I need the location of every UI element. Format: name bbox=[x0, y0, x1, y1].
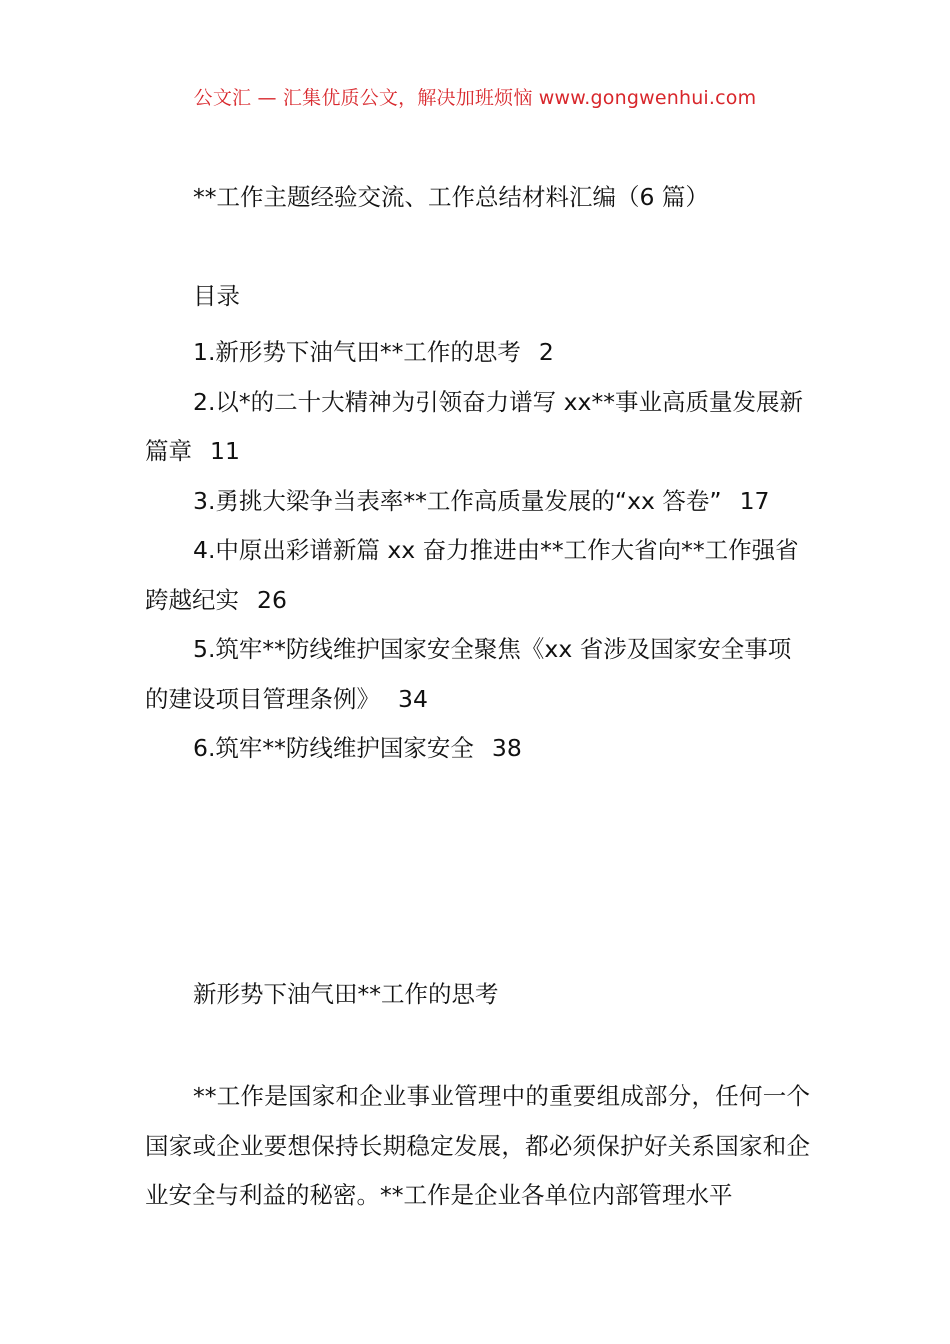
toc-item-3[interactable] bbox=[145, 477, 810, 527]
toc-item-page: 26 bbox=[257, 585, 287, 614]
toc-item-page: 38 bbox=[491, 734, 522, 762]
toc-item-page: 2 bbox=[538, 338, 554, 366]
toc-item-title: 6.筑牢**防线维护国家安全 bbox=[193, 734, 474, 762]
toc-item-title: 3.勇挑大梁争当表率**工作高质量发展的“xx 答卷” bbox=[193, 486, 722, 515]
section-title: 新形势下油气田**工作的思考 bbox=[193, 980, 499, 1008]
toc-item-title: 1.新形势下油气田**工作的思考 bbox=[193, 338, 521, 366]
body-paragraph: **工作是国家和企业事业管理中的重要组成部分，任何一个国家或企业要想保持长期稳定发展，都必须保护好关系国家和企业安全与利益的秘密。**工作是企业各单位内部管理水平 bbox=[145, 1082, 810, 1209]
toc-item-2[interactable] bbox=[145, 378, 810, 477]
toc-item-5[interactable] bbox=[145, 625, 810, 724]
document-title: **工作主题经验交流、工作总结材料汇编（6 篇） bbox=[193, 183, 709, 211]
toc-item-4[interactable] bbox=[145, 526, 810, 625]
toc-item-1[interactable] bbox=[145, 328, 810, 378]
site-header-banner: 公文汇 — 汇集优质公文，解决加班烦恼 www.gongwenhui.com bbox=[193, 87, 757, 109]
toc-item-6[interactable] bbox=[145, 724, 810, 774]
toc-item-title: 5.筑牢**防线维护国家安全聚焦《xx 省涉及国家安全事项的建设项目管理条例》 bbox=[145, 635, 792, 713]
toc-item-page: 34 bbox=[398, 684, 428, 713]
toc-item-page: 11 bbox=[210, 437, 240, 465]
toc-heading: 目录 bbox=[193, 282, 240, 310]
toc-item-page: 17 bbox=[739, 486, 770, 515]
toc-item-title: 2.以*的二十大精神为引领奋力谱写 xx**事业高质量发展新篇章 bbox=[145, 387, 803, 465]
table-of-contents bbox=[145, 328, 810, 774]
toc-item-title: 4.中原出彩谱新篇 xx 奋力推进由**工作大省向**工作强省跨越纪实 bbox=[145, 536, 799, 614]
